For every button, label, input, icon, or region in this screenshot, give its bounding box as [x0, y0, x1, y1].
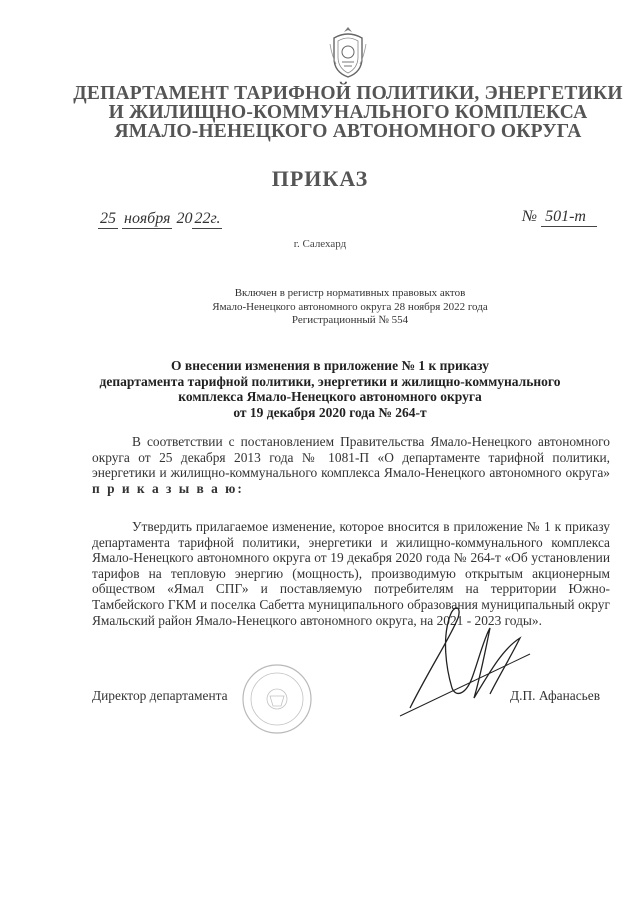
- subject-line-2: департамента тарифной политики, энергетики и жилищно-коммунального: [99, 373, 561, 389]
- date-month: ноября: [124, 210, 171, 227]
- preamble-text: В соответствии с постановлением Правительства Ямало-Ненецкого автономного округа от 25 декабря 2013 года № 1081-П «О департаменте тарифной политики, энергетики и жилищно-коммунального комплекса Ямало-Ненецкого автономного округа»: [92, 434, 610, 481]
- order-subject: [80, 358, 580, 420]
- subject-line-4: от 19 декабря 2020 года № 264-т: [233, 404, 427, 420]
- department-line-1: ДЕПАРТАМЕНТ ТАРИФНОЙ ПОЛИТИКИ, ЭНЕРГЕТИКИ: [73, 83, 623, 104]
- department-line-2: И ЖИЛИЩНО-КОММУНАЛЬНОГО КОМПЛЕКСА: [108, 102, 588, 123]
- preamble-paragraph: [92, 434, 610, 496]
- operative-paragraph: Утвердить прилагаемое изменение, которое вносится в приложение № 1 к приказу департамента тарифной политики, энергетики и жилищно-коммунального комплекса Ямало-Ненецкого автономного округа от 19 декабря 2020 года № 264-т «Об установлении тарифов на тепловую энергию (мощность), производимую открытым акционерным обществом «Ямал СПГ» и поставляемую потребителям на территории Южно-Тамбейского ГКМ и поселка Сабетта муниципального образования муниципальный округ Ямальский район Ямало-Ненецкого автономного округа, на 2021 - 2023 годы».: [92, 519, 610, 628]
- date-year-suffix: 22г.: [194, 210, 221, 227]
- department-name: [70, 84, 626, 141]
- signatory-role: Директор департамента: [92, 688, 228, 703]
- department-line-3: ЯМАЛО-НЕНЕЦКОГО АВТОНОМНОГО ОКРУГА: [114, 121, 582, 142]
- registration-line-2: Ямало-Ненецкого автономного округа 28 ноября 2022 года: [212, 300, 488, 313]
- date-year-prefix: 20: [176, 210, 193, 227]
- number-label: №: [522, 208, 538, 225]
- subject-line-3: комплекса Ямало-Ненецкого автономного округа: [178, 389, 482, 404]
- registration-line-3: Регистрационный № 554: [291, 314, 409, 326]
- number-value: 501-т: [541, 208, 597, 227]
- signatory-name: Д.П. Афанасьев: [510, 688, 601, 703]
- city: г. Салехард: [293, 238, 347, 250]
- registration-line-1: Включен в регистр нормативных правовых актов: [234, 287, 466, 299]
- registration-note: [150, 287, 550, 328]
- date-day: 25: [100, 210, 116, 227]
- order-number: [522, 208, 597, 227]
- document-type-title: ПРИКАЗ: [271, 166, 369, 191]
- subject-line-1: О внесении изменения в приложение № 1 к приказу: [171, 358, 489, 373]
- coat-of-arms-emblem: [326, 24, 370, 80]
- official-stamp: [240, 662, 314, 736]
- order-date: [98, 210, 222, 229]
- order-verb: п р и к а з ы в а ю:: [92, 480, 244, 496]
